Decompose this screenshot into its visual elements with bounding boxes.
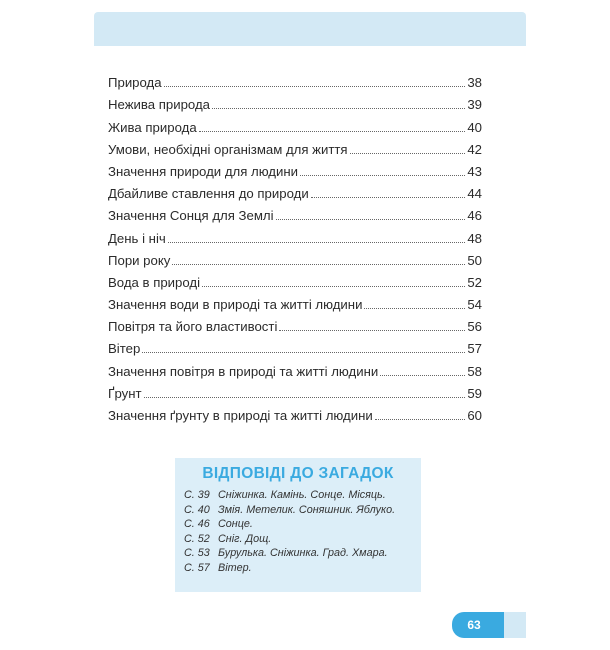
toc-page-number: 48: [467, 230, 482, 246]
toc-row: [108, 223, 482, 245]
answer-row: [175, 517, 421, 532]
answer-page-ref: С. 39: [184, 489, 210, 501]
toc-row: [108, 135, 482, 157]
toc-leader-dots: [311, 197, 466, 198]
toc-row: [108, 290, 482, 312]
toc-row: [108, 68, 482, 90]
toc-title: Ґрунт: [108, 385, 142, 401]
header-band: [94, 12, 526, 46]
answer-text: Сніжинка. Камінь. Сонце. Місяць.: [218, 489, 386, 501]
toc-leader-dots: [172, 264, 465, 265]
answer-text: Бурулька. Сніжинка. Град. Хмара.: [218, 547, 388, 560]
toc-title: Повітря та його властивості: [108, 319, 278, 335]
toc-title: Вітер: [108, 341, 141, 357]
page-number-badge: [452, 612, 504, 638]
page-number-tail: [504, 612, 526, 638]
toc-page-number: 58: [467, 363, 482, 379]
toc-title: Вода в природі: [108, 274, 201, 290]
toc-page-number: 57: [467, 341, 482, 357]
riddle-answers-box: [175, 458, 421, 592]
answer-page-ref: С. 53: [184, 547, 210, 560]
answer-page-ref: С. 57: [184, 561, 210, 574]
toc-row: [108, 334, 482, 356]
toc-leader-dots: [276, 219, 466, 220]
toc-leader-dots: [375, 419, 466, 420]
answer-text: Вітер.: [218, 561, 252, 574]
toc-page-number: 54: [467, 297, 482, 313]
toc-leader-dots: [202, 286, 465, 287]
answers-list: [175, 488, 421, 576]
toc-page-number: 38: [467, 75, 482, 91]
toc-page-number: 46: [467, 208, 482, 224]
toc-row: [108, 268, 482, 290]
toc-page-number: 60: [467, 408, 482, 423]
toc-row: [108, 157, 482, 179]
table-of-contents: [108, 68, 482, 423]
toc-leader-dots: [199, 131, 466, 132]
toc-row: [108, 90, 482, 112]
toc-leader-dots: [144, 397, 466, 398]
toc-page-number: 43: [467, 163, 482, 179]
answer-page-ref: С. 46: [184, 518, 210, 531]
toc-title: Значення повітря в природі та житті людини: [108, 363, 379, 379]
toc-row: [108, 356, 482, 378]
toc-page-number: 42: [467, 141, 482, 157]
toc-row: [108, 112, 482, 134]
toc-leader-dots: [142, 352, 465, 353]
toc-page-number: 40: [467, 119, 482, 135]
answer-row: [175, 546, 421, 561]
toc-leader-dots: [279, 330, 465, 331]
toc-title: Умови, необхідні організмам для життя: [108, 141, 348, 157]
toc-leader-dots: [164, 86, 466, 87]
toc-title: Значення ґрунту в природі та житті людини: [108, 408, 373, 423]
toc-page-number: 52: [467, 274, 482, 290]
toc-leader-dots: [380, 375, 465, 376]
toc-title: Значення Сонця для Землі: [108, 208, 274, 224]
toc-page-number: 59: [467, 385, 482, 401]
answer-row: [175, 488, 421, 503]
answer-page-ref: С. 52: [184, 532, 210, 545]
toc-row: [108, 379, 482, 401]
toc-row: [108, 312, 482, 334]
toc-title: Жива природа: [108, 119, 197, 135]
answer-text: Сніг. Дощ.: [218, 532, 272, 545]
toc-leader-dots: [350, 153, 466, 154]
toc-row: [108, 401, 482, 423]
toc-title: Значення природи для людини: [108, 163, 299, 179]
answer-text: Сонце.: [218, 518, 253, 531]
toc-leader-dots: [300, 175, 465, 176]
answer-page-ref: С. 40: [184, 503, 210, 516]
toc-leader-dots: [212, 108, 465, 109]
toc-title: Нежива природа: [108, 97, 211, 113]
toc-leader-dots: [168, 242, 466, 243]
toc-page-number: 50: [467, 252, 482, 268]
toc-title: День і ніч: [108, 230, 166, 246]
toc-title: Дбайливе ставлення до природи: [108, 186, 309, 202]
answer-row: [175, 503, 421, 518]
answer-row: [175, 532, 421, 547]
toc-title: Природа: [108, 75, 162, 91]
toc-row: [108, 201, 482, 223]
page-number: 63: [467, 618, 481, 632]
toc-leader-dots: [364, 308, 465, 309]
toc-row: [108, 179, 482, 201]
answer-text: Змія. Метелик. Соняшник. Яблуко.: [218, 503, 396, 516]
toc-page-number: 44: [467, 186, 482, 202]
toc-title: Пори року: [108, 252, 171, 268]
toc-page-number: 56: [467, 319, 482, 335]
answer-row: [175, 561, 421, 576]
toc-page-number: 39: [467, 97, 482, 113]
toc-row: [108, 246, 482, 268]
answers-title: ВІДПОВІДІ ДО ЗАГАДОК: [202, 465, 394, 482]
toc-title: Значення води в природі та житті людини: [108, 297, 363, 313]
